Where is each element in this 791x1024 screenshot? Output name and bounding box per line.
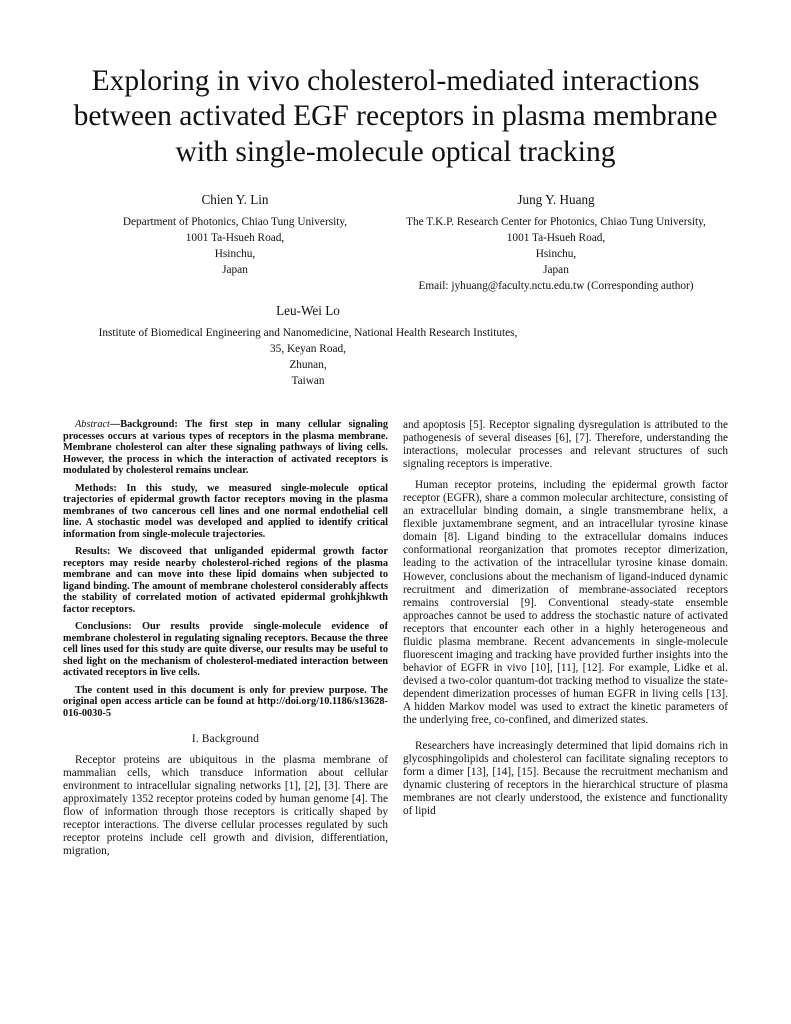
abstract-background: Abstract—Background: The first step in many cellular signaling processes occurs at various types of receptors in the plasma membrane. Membrane cholesterol can alter these signaling pathways of living cells. However, the process in which the interaction of activated receptors is modulated by cholesterol remains unclear. <box>63 419 388 476</box>
abstract-methods: Methods: In this study, we measured single-molecule optical trajectories of epidermal growth factor receptors moving in the plasma membranes of two cancerous cell lines and one normal endothelial cell line. A stochastic model was developed and applied to identify critical information from single-molecule trajectories. <box>63 482 388 540</box>
author-affiliation-line: Japan <box>222 264 248 276</box>
author-affiliation-line: Department of Photonics, Chiao Tung University, <box>122 216 348 228</box>
author-affiliation-line: 35, Keyan Road, <box>270 343 346 355</box>
author-affiliation-line: The T.K.P. Research Center for Photonics, Chiao Tung University, <box>406 216 706 228</box>
section-heading-background: I. Background <box>191 733 260 745</box>
author-affiliation-line: Hsinchu, <box>535 248 577 260</box>
author-affiliation-line: Hsinchu, <box>214 248 256 260</box>
author-block-2 <box>373 192 739 294</box>
author-affiliation-line: Japan <box>543 264 569 276</box>
body-paragraph: and apoptosis [5]. Receptor signaling dysregulation is attributed to the pathogenesis of several diseases [6], [7]. Therefore, understanding the interactions, molecular processes and relevant structures of such signaling receptors is imperative. <box>403 419 728 471</box>
body-paragraph: Researchers have increasingly determined that lipid domains rich in glycosphingolipids and cholesterol can facilitate signaling receptors to form a dimer [13], [14], [15]. Because the recruitment mechanism and dynamic clustering of receptors in the hierarchical structure of plasma membranes are not clearly understood, the existence and functionality of lipid <box>403 740 728 818</box>
author-affiliation-line: 1001 Ta-Hsueh Road, <box>185 232 285 244</box>
left-column <box>63 419 388 858</box>
author-block-3 <box>63 303 553 389</box>
paper-title: Exploring in vivo cholesterol-mediated interactions between activated EGF receptors in plasma membrane with single-molecule optical tracking <box>73 65 718 168</box>
abstract-preview-note: The content used in this document is only for preview purpose. The original open access article can be found at http://doi.org/10.1186/s13628-016-0030-5 <box>63 684 388 719</box>
author-block-1 <box>90 192 380 278</box>
author-name: Chien Y. Lin <box>201 192 269 207</box>
body-paragraph: Human receptor proteins, including the epidermal growth factor receptor (EGFR), share a common molecular architecture, consisting of an extracellular binding domain, a single transmembrane helix, a flexible juxtamembrane segment, and an intracellular tyrosine kinase domain [8]. Ligand binding to the extracellular domains induces conformational reorganization that promotes receptor dimerization, leading to the activation of the intracellular tyrosine kinase domain. However, conclusions about the mechanism of ligand-induced dynamic recruitment and dimerization of membrane-associated receptors remains controversial [9]. Conventional steady-state ensemble approaches cannot be used to address the stochastic nature of activated receptors that encounter each other in a highly heterogeneous and fluidic plasma membrane. Recent advancements in single-molecule fluorescent imaging and tracking have provided further insights into the behavior of EGFR in vivo [10], [11], [12]. For example, Lidke et al. devised a two-color quantum-dot tracking method to visualize the state-dependent dimerization processes of human EGFR in living cells [13]. A hidden Markov model was used to extract the kinetic parameters of the underlying free, co-confined, and dimerized states. <box>403 479 728 727</box>
abstract-conclusions: Conclusions: Our results provide single-molecule evidence of membrane cholesterol in regulating signaling receptors. Because the three cell lines used for this study are quite diverse, our results may be useful to shed light on the mechanism of cholesterol-mediated interaction between activated receptors in live cells. <box>63 621 388 678</box>
abstract-label: Abstract <box>75 419 110 430</box>
author-affiliation-line: Institute of Biomedical Engineering and Nanomedicine, National Health Research Institutes, <box>98 327 518 339</box>
body-paragraph: Receptor proteins are ubiquitous in the plasma membrane of mammalian cells, which transduce information about cellular environment to intracellular signaling networks [1], [2], [3]. There are approximately 1352 receptor proteins coded by human genome [4]. The flow of information through those receptors is critically shaped by receptor interactions. The diverse cellular processes regulated by such receptor proteins include cell growth and division, differentiation, migration, <box>63 754 388 858</box>
abstract <box>63 419 388 719</box>
author-name: Leu-Wei Lo <box>276 303 340 318</box>
author-affiliation-line: Taiwan <box>291 375 325 387</box>
author-name: Jung Y. Huang <box>517 192 595 207</box>
author-affiliation-line: 1001 Ta-Hsueh Road, <box>506 232 606 244</box>
abstract-results: Results: We discoveed that unliganded epidermal growth factor receptors may reside nearby cholesterol-riched regions of the plasma membrane and can move into these lipid domains when subjected to ligand binding. The amount of membrane cholesterol considerably affects the stability of correlated motion of activated epidermal grohkjhkwth factor receptors. <box>63 546 388 615</box>
author-email: Email: jyhuang@faculty.nctu.edu.tw (Corresponding author) <box>418 280 694 292</box>
right-column <box>403 419 728 818</box>
author-affiliation-line: Zhunan, <box>289 359 327 371</box>
